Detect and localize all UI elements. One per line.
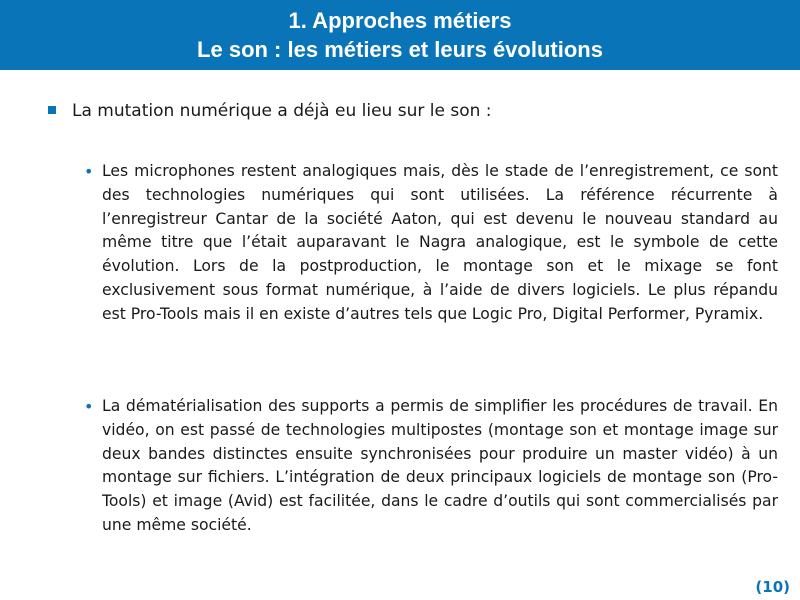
slide-header bbox=[0, 0, 800, 70]
page-number: (10) bbox=[755, 578, 790, 596]
main-bullet bbox=[48, 98, 768, 124]
main-bullet-text: La mutation numérique a déjà eu lieu sur le son : bbox=[72, 101, 492, 121]
sub-bullet-1-text: Les microphones restent analogiques mais, dès le stade de l’enregistrement, ce sont des technologies numériques qui sont utilisées. La référence récurrente à l’enregistreur Cantar de la société Aaton, qui est devenu le nouveau standard au même titre que l’était auparavant le Nagra analogique, est le symbole de cette évolution. Lors de la postproduction, le montage son et le mixage se font exclusivement sous format numérique, à l’aide de divers logiciels. Le plus répandu est Pro-Tools mais il en existe d’autres tels que Logic Pro, Digital Performer, Pyramix. bbox=[102, 162, 778, 323]
round-bullet-icon: • bbox=[84, 162, 94, 181]
round-bullet-icon: • bbox=[84, 397, 94, 416]
slide-title-line-1: 1. Approches métiers bbox=[288, 8, 512, 33]
sub-bullet-2 bbox=[84, 395, 778, 538]
square-bullet-icon bbox=[48, 106, 56, 114]
slide-title-line-2: Le son : les métiers et leurs évolutions bbox=[197, 37, 603, 62]
sub-bullet-1 bbox=[84, 160, 778, 327]
sub-bullet-2-text: La dématérialisation des supports a permis de simplifier les procédures de travail. En vidéo, on est passé de technologies multipostes (montage son et montage image sur deux bandes distinctes ensuite synchronisées pour produire un master vidéo) à un montage sur fichiers. L’intégration de deux principaux logiciels de montage son (Pro-Tools) et image (Avid) est facilitée, dans le cadre d’outils qui sont commercialisés par une même société. bbox=[102, 397, 778, 534]
